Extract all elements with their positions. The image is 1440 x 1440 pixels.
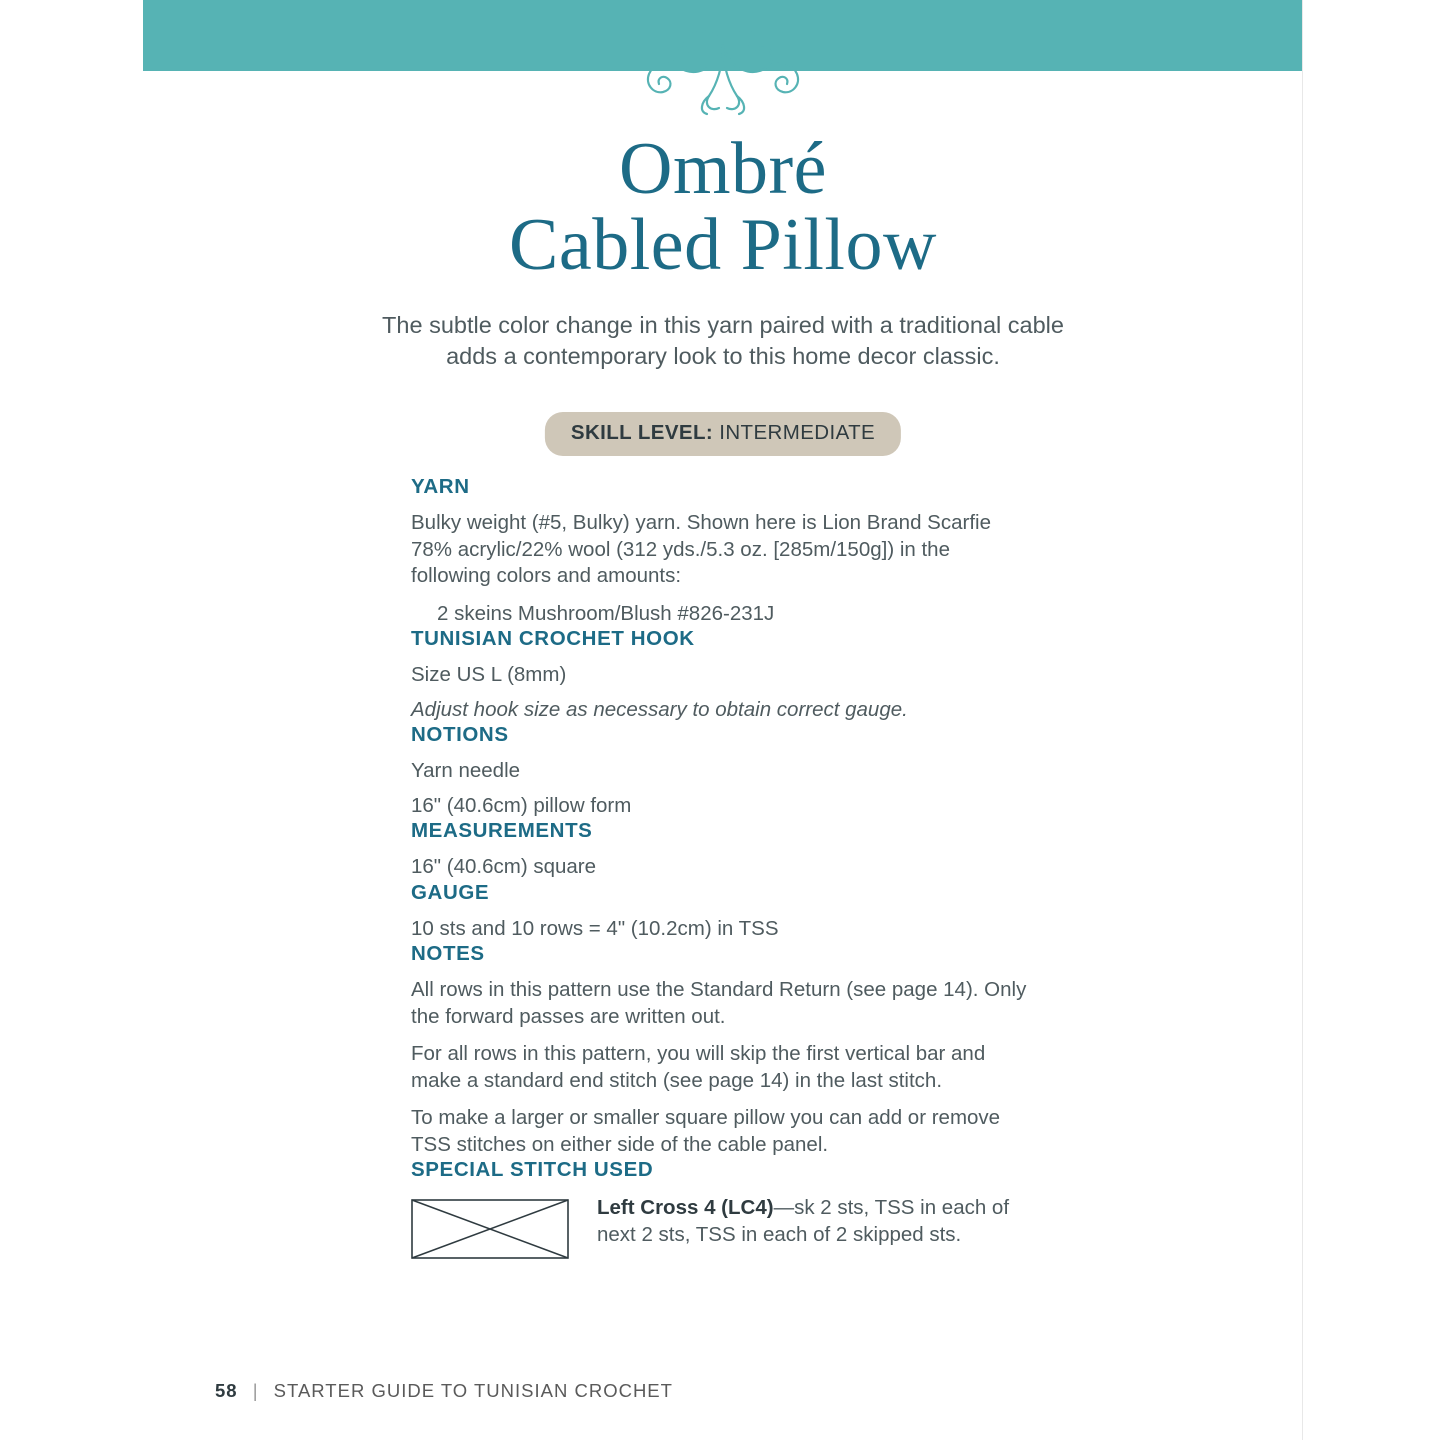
- special-stitch-text: [597, 1195, 1031, 1248]
- section-heading-gauge: GAUGE: [411, 880, 490, 904]
- title-line-1: Ombré: [619, 128, 827, 210]
- skill-level-label: SKILL LEVEL:: [570, 421, 714, 444]
- special-stitch-name: Left Cross 4 (LC4): [597, 1196, 774, 1219]
- notes-paragraph-1: All rows in this pattern use the Standard Return (see page 14). Only the forward passes are written out.: [411, 978, 1027, 1028]
- section-heading-notes: NOTES: [411, 942, 485, 965]
- page-subtitle: The subtle color change in this yarn paired with a traditional cable adds a contemporary look to this home decor classic.: [382, 312, 1064, 369]
- section-heading-notions: NOTIONS: [411, 723, 509, 746]
- notes-paragraph-3: To make a larger or smaller square pillow you can add or remove TSS stitches on either side of the cable panel.: [411, 1106, 1001, 1156]
- page-content: [143, 0, 1303, 1440]
- section-heading-yarn: YARN: [411, 475, 470, 498]
- skill-level-badge: [545, 412, 901, 456]
- ornamental-flourish-icon: [143, 26, 1303, 118]
- page-title: [143, 128, 1303, 286]
- notions-item-2: 16" (40.6cm) pillow form: [411, 793, 632, 817]
- section-heading-measurements: MEASUREMENTS: [411, 819, 593, 842]
- notes-paragraph-2: For all rows in this pattern, you will skip the first vertical bar and make a standard end stitch (see page 14) in the last stitch.: [411, 1042, 986, 1092]
- yarn-amount: 2 skeins Mushroom/Blush #826-231J: [437, 601, 775, 625]
- hook-size: Size US L (8mm): [411, 663, 567, 686]
- measurements-text: 16" (40.6cm) square: [411, 855, 597, 878]
- page-footer: [215, 1380, 673, 1402]
- special-stitch-description: —sk 2 sts, TSS in each of next 2 sts, TSS in each of 2 skipped sts.: [597, 1196, 1010, 1246]
- title-line-2: Cabled Pillow: [509, 204, 937, 286]
- left-cross-4-symbol-icon: [411, 1199, 569, 1259]
- footer-page-number: 58: [215, 1380, 238, 1401]
- section-heading-special-stitch: SPECIAL STITCH USED: [411, 1158, 654, 1181]
- special-stitch-row: [411, 1195, 1031, 1259]
- section-heading-hook: TUNISIAN CROCHET HOOK: [411, 627, 695, 650]
- notions-item-1: Yarn needle: [411, 759, 521, 782]
- gauge-text: 10 sts and 10 rows = 4" (10.2cm) in TSS: [411, 916, 779, 940]
- hook-note: Adjust hook size as necessary to obtain correct gauge.: [411, 697, 908, 721]
- skill-level-value: INTERMEDIATE: [719, 421, 876, 444]
- yarn-description: Bulky weight (#5, Bulky) yarn. Shown here is Lion Brand Scarfie 78% acrylic/22% wool (312 yds./5.3 oz. [285m/150g]) in the following colors and amounts:: [411, 511, 991, 587]
- pattern-details: [411, 475, 1031, 1259]
- footer-book-title: STARTER GUIDE TO TUNISIAN CROCHET: [273, 1380, 673, 1401]
- footer-separator: |: [252, 1380, 259, 1401]
